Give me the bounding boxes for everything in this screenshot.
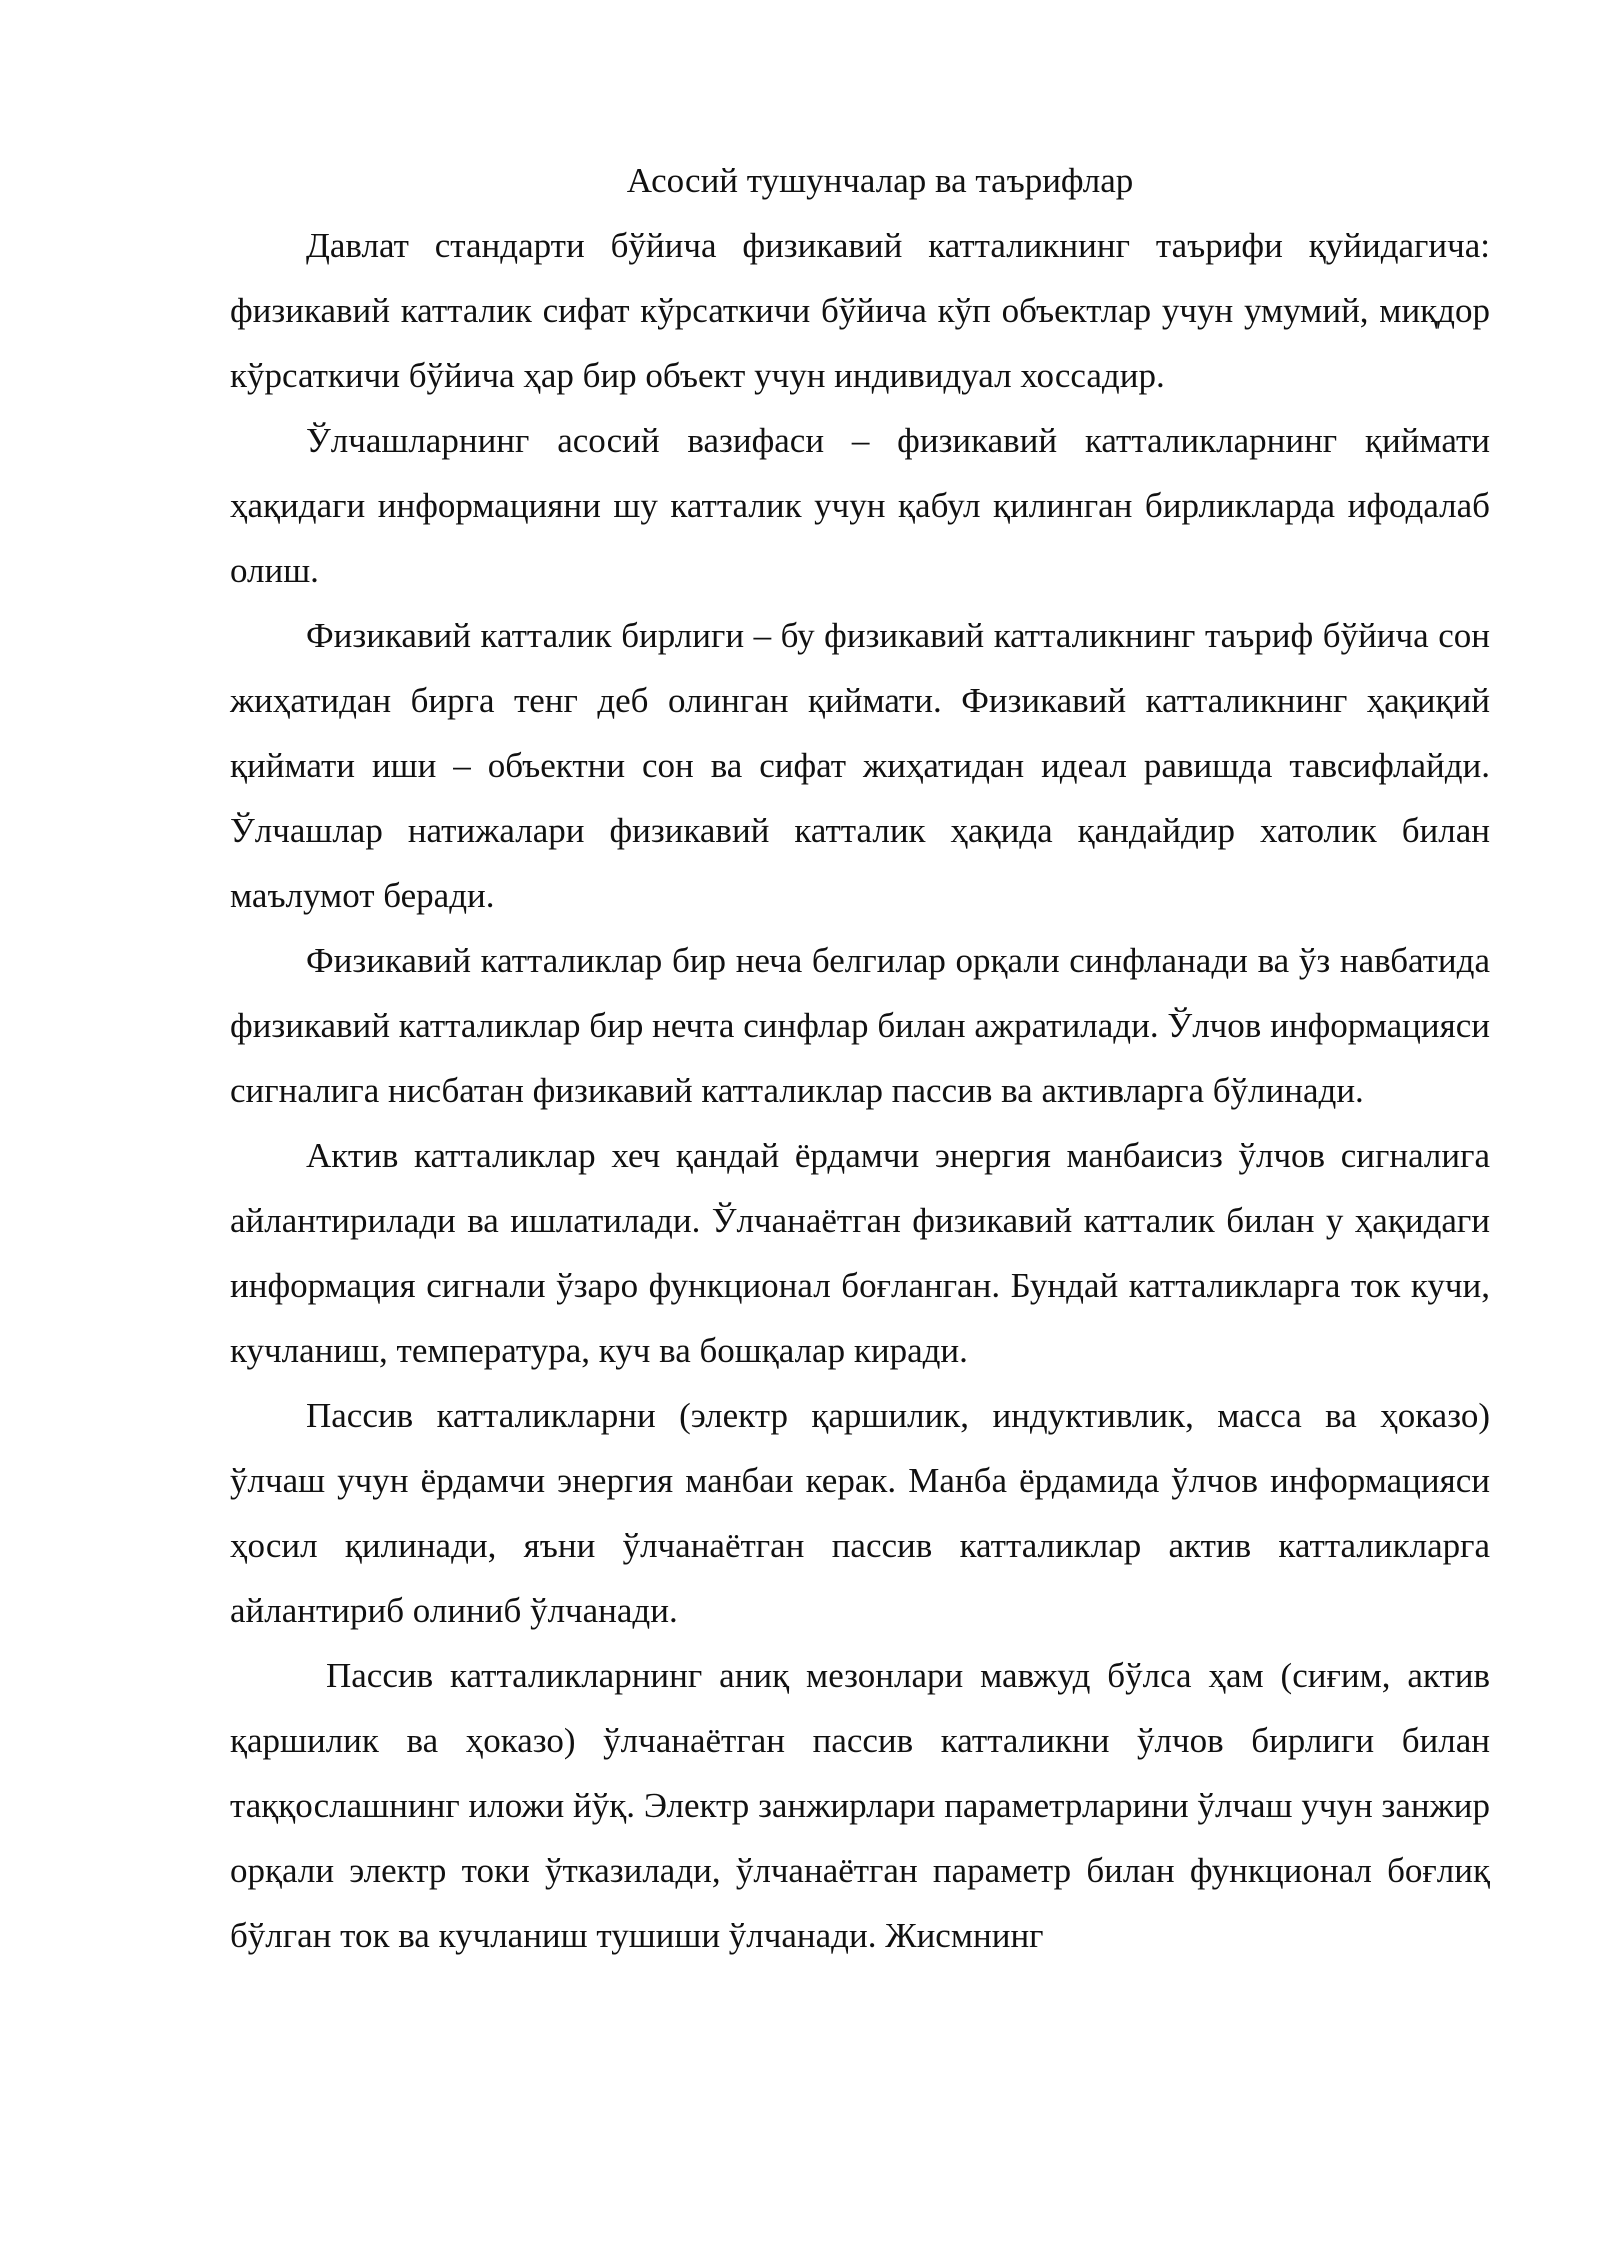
- paragraph-4: Физикавий катталиклар бир неча белгилар орқали синфланади ва ўз навбатида физикавий катталиклар бир нечта синфлар билан ажратилади. Ўлчов информацияси сигналига нисбатан физикавий катталиклар пассив ва активларга бўлинади.: [230, 941, 1490, 1110]
- paragraph-2: Ўлчашларнинг асосий вазифаси – физикавий катталикларнинг қиймати ҳақидаги информацияни шу катталик учун қабул қилинган бирликларда ифодалаб олиш.: [230, 421, 1490, 590]
- document-body: [230, 148, 1490, 1968]
- paragraph-5: Актив катталиклар хеч қандай ёрдамчи энергия манбаисиз ўлчов сигналига айлантирилади ва ишлатилади. Ўлчанаётган физикавий катталик билан у ҳақидаги информация сигнали ўзаро функционал боғланган. Бундай катталикларга ток кучи, кучланиш, температура, куч ва бошқалар киради.: [230, 1136, 1490, 1370]
- paragraph-6: Пассив катталикларни (электр қаршилик, индуктивлик, масса ва ҳоказо) ўлчаш учун ёрдамчи энергия манбаи керак. Манба ёрдамида ўлчов информацияси ҳосил қилинади, яъни ўлчанаётган пассив катталиклар актив катталикларга айлантириб олиниб ўлчанади.: [230, 1396, 1490, 1630]
- document-title: Асосий тушунчалар ва таърифлар: [626, 161, 1134, 200]
- paragraph-3: Физикавий катталик бирлиги – бу физикавий катталикнинг таъриф бўйича сон жиҳатидан бирга тенг деб олинган қиймати. Физикавий катталикнинг ҳақиқий қиймати иши – объектни сон ва сифат жиҳатидан идеал равишда тавсифлайди. Ўлчашлар натижалари физикавий катталик ҳақида қандайдир хатолик билан маълумот беради.: [230, 616, 1490, 915]
- paragraph-7: Пассив катталикларнинг аниқ мезонлари мавжуд бўлса ҳам (сиғим, актив қаршилик ва ҳоказо) ўлчанаётган пассив катталикни ўлчов бирлиги билан таққослашнинг иложи йўқ. Электр занжирлари параметрларини ўлчаш учун занжир орқали электр токи ўтказилади, ўлчанаётган параметр билан функционал боғлиқ бўлган ток ва кучланиш тушиши ўлчанади. Жисмнинг: [230, 1656, 1490, 1955]
- paragraph-1: Давлат стандарти бўйича физикавий катталикнинг таърифи қуйидагича: физикавий катталик сифат кўрсаткичи бўйича кўп объектлар учун умумий, миқдор кўрсаткичи бўйича ҳар бир объект учун индивидуал хоссадир.: [230, 226, 1490, 395]
